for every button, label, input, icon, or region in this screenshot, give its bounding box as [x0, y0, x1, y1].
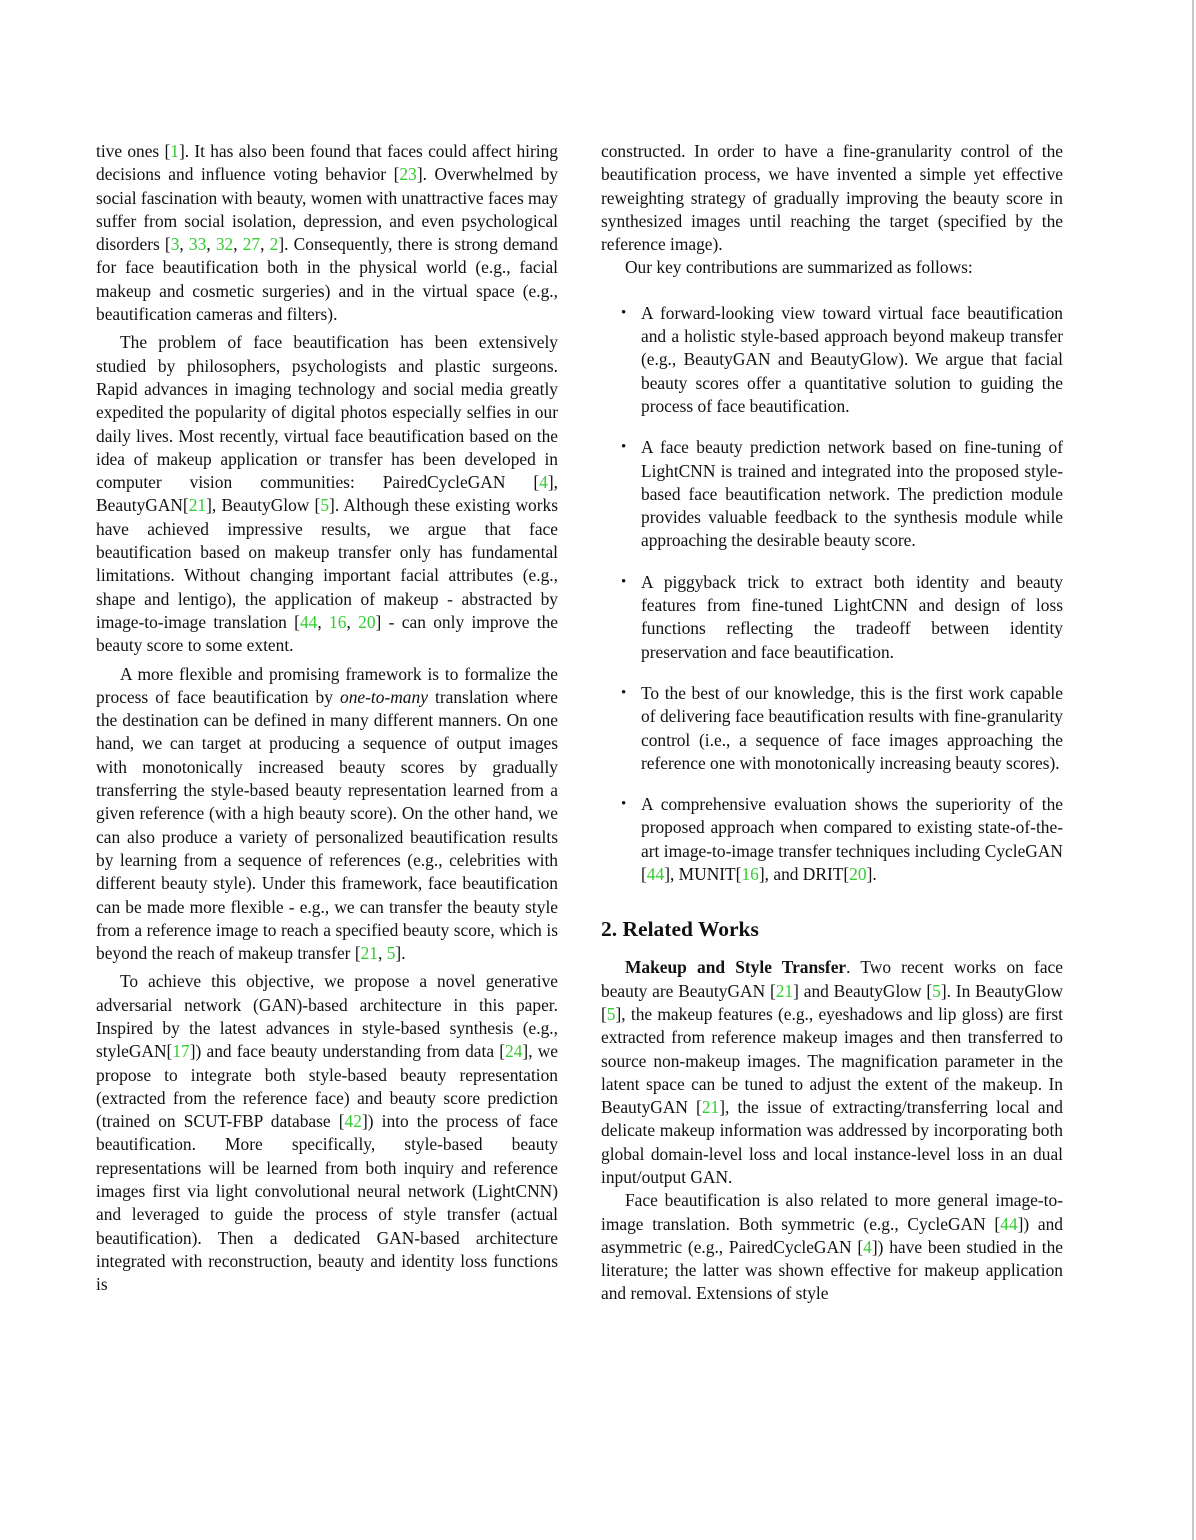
paragraph: To achieve this objective, we propose a novel generative adversarial network (GAN)-based architecture in this paper. Inspired by the latest advances in style-based synthesis (e.g., styleGAN[17]) and face beauty understanding from data [24], we propose to integrate both style-based beauty representation (extracted from the reference face) and beauty score prediction (trained on SCUT-FBP database [42]) into the process of face beautification. More specifically, style-based beauty representations will be learned from both inquiry and reference images first via light convolutional neural network (LightCNN) and leveraged to guide the process of style transfer (actual beautification). Then a dedicated GAN-based architecture integrated with reconstruction, beauty and identity loss functions is — [96, 971, 558, 1295]
citation[interactable]: 24 — [505, 1041, 523, 1062]
list-item: • A comprehensive evaluation shows the superiority of the proposed approach when compared to existing state-of-the-art image-to-image transfer techniques including CycleGAN [44], MUNIT[16], and DRIT[20]. — [621, 794, 1063, 885]
citation[interactable]: 21 — [701, 1097, 720, 1118]
bullet-icon: • — [621, 573, 627, 590]
contributions-list — [601, 302, 1063, 887]
citation[interactable]: 21 — [188, 495, 207, 516]
page-edge — [1192, 0, 1194, 1540]
citation[interactable]: 4 — [863, 1236, 872, 1257]
list-item: • A face beauty prediction network based on fine-tuning of LightCNN is trained and integrated into the proposed style-based face beautification network. The prediction module provides valuable feedback to the synthesis module while approaching the desirable beauty score. — [621, 437, 1063, 551]
citation[interactable]: 23 — [399, 164, 417, 185]
right-column — [601, 140, 1063, 1306]
section-heading: 2. Related Works — [601, 917, 759, 942]
citation[interactable]: 27 — [242, 234, 261, 255]
paragraph: constructed. In order to have a fine-granularity control of the beautification process, we have invented a simple yet effective reweighting strategy of gradually improving the beauty score in synthesized images until reaching the target (specified by the reference image). — [601, 141, 1063, 255]
citation[interactable]: 3 — [170, 234, 180, 255]
citation[interactable]: 44 — [1000, 1213, 1018, 1234]
citation[interactable]: 20 — [358, 611, 376, 632]
left-column — [96, 140, 558, 1297]
citation[interactable]: 21 — [775, 980, 794, 1001]
citation[interactable]: 21 — [360, 943, 378, 964]
paragraph: Our key contributions are summarized as follows: — [625, 257, 973, 278]
list-item: • To the best of our knowledge, this is the first work capable of delivering face beautification results with fine-granularity control (i.e., a sequence of face images approaching the reference one with monotonically increasing beauty scores). — [621, 682, 1063, 773]
emphasis: one-to-many — [340, 686, 428, 707]
citation[interactable]: 2 — [269, 234, 279, 255]
paragraph: tive ones [1]. It has also been found that faces could affect hiring decisions and influence voting behavior [23]. Overwhelmed by social fascination with beauty, women with unattractive faces may suffer from social isolation, depression, and even psychological disorders [3, 33, 32, 27, 2]. Consequently, there is strong demand for face beautification both in the physical world (e.g., facial makeup and cosmetic surgeries) and in the virtual space (e.g., beautification cameras and filters). — [96, 141, 558, 325]
citation[interactable]: 16 — [329, 611, 347, 632]
citation[interactable]: 5 — [606, 1003, 616, 1024]
citation[interactable]: 32 — [215, 234, 234, 255]
bullet-icon: • — [621, 304, 627, 321]
citation[interactable]: 33 — [188, 234, 207, 255]
paragraph: A more flexible and promising framework is to formalize the process of face beautification by one-to-many translation where the destination can be defined in many different manners. On one hand, we can target at producing a sequence of output images with monotonically increased beauty scores by gradually transferring the style-based beauty representation learned from a given reference (with a high beauty score). On the other hand, we can also produce a variety of personalized beautification results by learning from a sequence of references (e.g., celebrities with different beauty style). Under this framework, face beautification can be made more flexible - e.g., we can transfer the beauty style from a reference image to reach a specified beauty score, which is beyond the reach of makeup transfer [21, 5]. — [96, 663, 558, 964]
paragraph: Face beautification is also related to more general image-to-image translation. Both symmetric (e.g., CycleGAN [44]) and asymmetric (e.g., PairedCycleGAN [4]) have been studied in the literature; the latter was shown effective for makeup application and removal. Extensions of style — [601, 1190, 1063, 1304]
paragraph: The problem of face beautification has been extensively studied by philosophers, psychologists and plastic surgeons. Rapid advances in imaging technology and social media greatly expedited the popularity of digital photos especially selfies in our daily lives. Most recently, virtual face beautification based on the idea of makeup application or transfer has been developed in computer vision communities: PairedCycleGAN [4], BeautyGAN[21], BeautyGlow [5]. Although these existing works have achieved impressive results, we argue that face beautification based on makeup transfer only has fundamental limitations. Without changing important facial attributes (e.g., shape and lentigo), the application of makeup - abstracted by image-to-image translation [44, 16, 20] - can only improve the beauty score to some extent. — [96, 332, 559, 656]
paragraph-heading: Makeup and Style Transfer — [625, 957, 847, 978]
bullet-icon: • — [621, 796, 627, 813]
citation[interactable]: 17 — [172, 1041, 190, 1062]
citation[interactable]: 44 — [646, 864, 665, 885]
paragraph: Makeup and Style Transfer. Two recent works on face beauty are BeautyGAN [21] and BeautyGlow [5]. In BeautyGlow [5], the makeup features (e.g., eyeshadows and lip gloss) are first extracted from reference makeup images and then transferred to source non-makeup images. The magnification parameter in the latent space can be tuned to adjust the extent of the makeup. In BeautyGAN [21], the issue of extracting/transferring local and delicate makeup information was addressed by incorporating both global domain-level loss and local instance-level loss in an dual input/output GAN. — [601, 957, 1064, 1187]
citation[interactable]: 16 — [741, 864, 759, 885]
bullet-icon: • — [621, 684, 627, 701]
bullet-icon: • — [621, 439, 627, 456]
citation[interactable]: 4 — [539, 472, 548, 493]
citation[interactable]: 20 — [849, 864, 867, 885]
list-item: • A piggyback trick to extract both identity and beauty features from fine-tuned LightCNN and design of loss functions reflecting the tradeoff between identity preservation and face beautification. — [621, 571, 1063, 662]
citation[interactable]: 44 — [299, 611, 318, 632]
citation[interactable]: 5 — [386, 943, 396, 964]
citation[interactable]: 1 — [170, 141, 179, 161]
list-item: • A forward-looking view toward virtual face beautification and a holistic style-based approach beyond makeup transfer (e.g., BeautyGAN and BeautyGlow). We argue that facial beauty scores offer a quantitative solution to guiding the process of face beautification. — [621, 302, 1063, 416]
citation[interactable]: 5 — [320, 495, 330, 516]
citation[interactable]: 5 — [932, 980, 941, 1001]
citation[interactable]: 42 — [344, 1111, 362, 1132]
